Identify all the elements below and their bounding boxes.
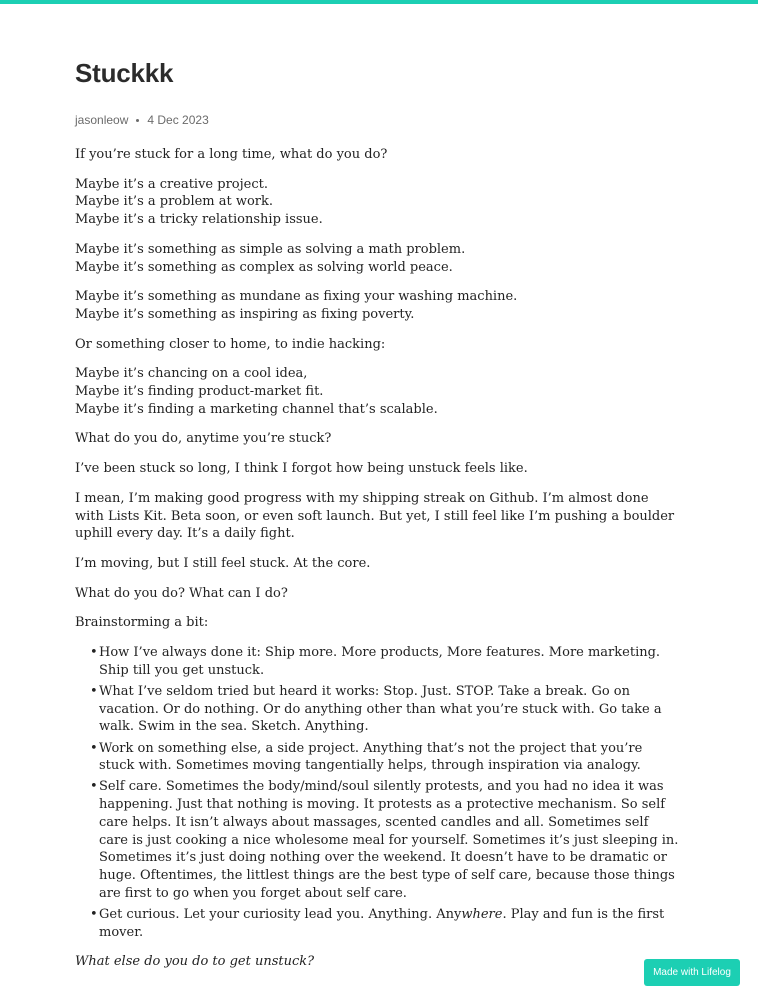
post-meta bbox=[75, 112, 681, 128]
paragraph bbox=[75, 176, 681, 229]
paragraph: Or something closer to home, to indie hacking: bbox=[75, 336, 386, 352]
post-title: Stuckkk bbox=[75, 58, 174, 88]
closing-question-text: What else do you do to get unstuck? bbox=[75, 954, 315, 970]
list-item: • Work on something else, a side project. Anything that’s not the project that you’re stuck with. Sometimes moving tangentially helps, through inspiration via analogy. bbox=[99, 740, 681, 775]
post-body bbox=[75, 146, 681, 971]
paragraph bbox=[75, 241, 681, 276]
post-date: 4 Dec 2023 bbox=[147, 113, 209, 127]
paragraph: What do you do? What can I do? bbox=[75, 585, 288, 601]
line: Maybe it’s something as mundane as fixing your washing machine. bbox=[75, 289, 518, 305]
paragraph: Brainstorming a bit: bbox=[75, 615, 209, 631]
line: Maybe it’s a problem at work. bbox=[75, 194, 274, 210]
brainstorm-list bbox=[75, 644, 681, 941]
line: Maybe it’s a tricky relationship issue. bbox=[75, 212, 323, 228]
emphasis: where bbox=[461, 906, 503, 922]
line: Maybe it’s chancing on a cool idea, bbox=[75, 366, 308, 382]
list-item: • How I’ve always done it: Ship more. More products, More features. More marketing. Ship till you get unstuck. bbox=[99, 644, 681, 679]
closing-question bbox=[75, 953, 681, 971]
paragraph: I’m moving, but I still feel stuck. At the core. bbox=[75, 555, 371, 571]
paragraph bbox=[75, 288, 681, 323]
line: Maybe it’s something as inspiring as fixing poverty. bbox=[75, 306, 415, 322]
top-accent-bar bbox=[0, 0, 758, 4]
line: Maybe it’s something as complex as solving world peace. bbox=[75, 259, 453, 275]
list-item bbox=[99, 906, 681, 941]
list-item: • What I’ve seldom tried but heard it works: Stop. Just. STOP. Take a break. Go on vacation. Or do nothing. Or do anything other than what you’re stuck with. Go take a walk. Swim in the sea. Sketch. Anything. bbox=[99, 683, 681, 736]
list-item: • Self care. Sometimes the body/mind/soul silently protests, and you had no idea it was happening. Just that nothing is moving. It protests as a protective mechanism. So self care helps. It isn’t always about massages, scented candles and all. Sometimes self care is just cooking a nice wholesome meal for yourself. Sometimes it’s just sleeping in. Sometimes it’s just doing nothing over the weekend. It doesn’t have to be dramatic or huge. Oftentimes, the littlest things are the best type of self care, because those things are first to go when you forget about self care. bbox=[99, 778, 681, 902]
line: Maybe it’s finding product-market fit. bbox=[75, 384, 324, 400]
paragraph: I’ve been stuck so long, I think I forgot how being unstuck feels like. bbox=[75, 461, 528, 477]
separator-dot bbox=[136, 119, 139, 122]
line: Maybe it’s something as simple as solving a math problem. bbox=[75, 241, 466, 257]
line: Maybe it’s a creative project. bbox=[75, 176, 268, 192]
list-item-text: . Play and fun is the first mover. bbox=[99, 906, 665, 940]
paragraph bbox=[75, 365, 681, 418]
made-with-lifelog-button[interactable]: Made with Lifelog bbox=[644, 959, 740, 986]
blog-post bbox=[75, 58, 681, 983]
paragraph: If you’re stuck for a long time, what do you do? bbox=[75, 147, 388, 162]
paragraph: What do you do, anytime you’re stuck? bbox=[75, 431, 332, 447]
paragraph: I mean, I’m making good progress with my shipping streak on Github. I’m almost done with Lists Kit. Beta soon, or even soft launch. But yet, I still feel like I’m pushing a boulder uphill every day. It’s a daily fight. bbox=[75, 490, 675, 542]
line: Maybe it’s finding a marketing channel that’s scalable. bbox=[75, 401, 438, 417]
list-item-text: Get curious. Let your curiosity lead you. Anything. Any bbox=[99, 906, 462, 922]
author-link[interactable]: jasonleow bbox=[75, 113, 129, 127]
